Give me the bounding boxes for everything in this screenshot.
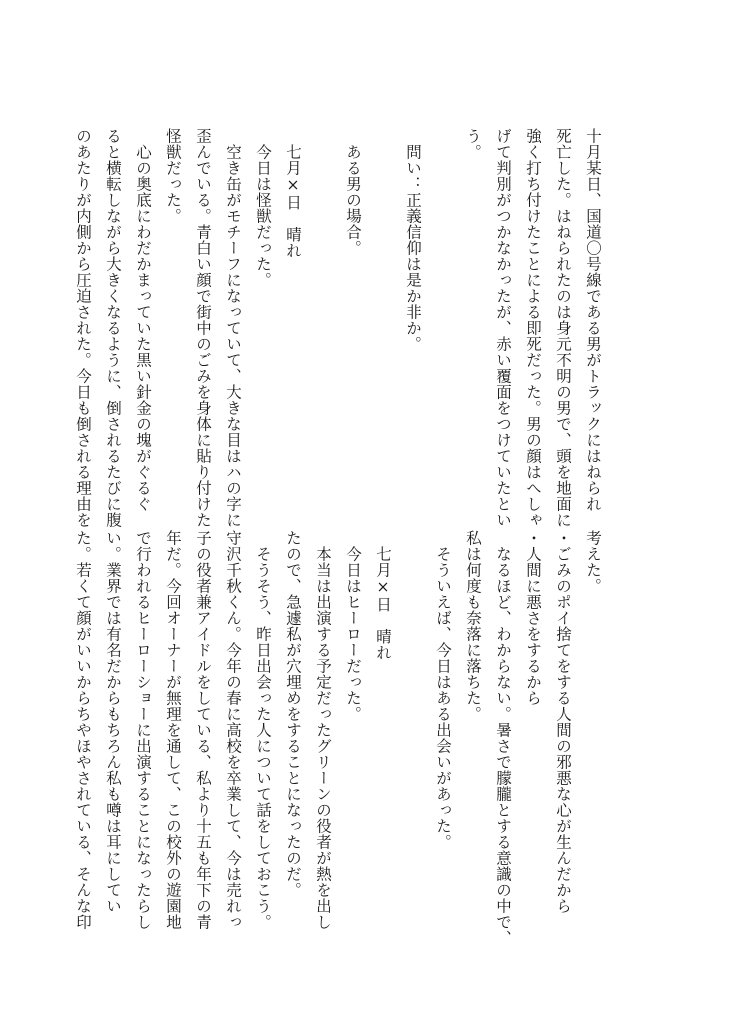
text-column: 考えた。 bbox=[584, 530, 602, 594]
upper-text-block bbox=[68, 128, 608, 528]
diary-date: 七月×日 晴れ bbox=[374, 530, 392, 661]
diary-date: 七月×日 晴れ bbox=[284, 128, 302, 259]
lower-text-block bbox=[68, 530, 608, 946]
text-column: い。業界では有名だからもちろん私も噂は耳にしてい bbox=[104, 530, 122, 914]
text-column: げて判別がつかなかったが、赤い覆面をつけていたとい bbox=[494, 128, 512, 528]
text-column: 年だ。今回オーナーが無理を通して、この校外の遊園地 bbox=[164, 530, 182, 930]
section-heading: ある男の場合。 bbox=[344, 128, 362, 256]
text-column: 子の役者兼アイドルをしている、私より十五も年下の青 bbox=[194, 530, 212, 930]
text-column: 死亡した。はねられたのは身元不明の男で、頭を地面に bbox=[554, 128, 572, 528]
question-line: 問い：正義信仰は是か非か。 bbox=[404, 128, 422, 352]
text-column: 心の奥底にわだかまっていた黒い針金の塊がぐるぐ bbox=[134, 128, 152, 512]
text-column: 空き缶がモチーフになっていて、大きな目はハの字に bbox=[224, 128, 242, 528]
text-column: 今日は怪獣だった。 bbox=[254, 128, 272, 288]
text-column: そうそう、昨日出会った人について話をしておこう。 bbox=[254, 530, 272, 930]
text-column: う。 bbox=[464, 128, 482, 160]
text-column: そういえば、今日はある出会いがあった。 bbox=[434, 530, 452, 850]
text-column: で行われるヒーローショーに出演することになったらし bbox=[134, 530, 152, 930]
text-column: 私は何度も奈落に落ちた。 bbox=[464, 530, 482, 722]
blank-column bbox=[308, 128, 338, 508]
blank-column bbox=[398, 530, 428, 920]
text-column: 怪獣だった。 bbox=[164, 128, 182, 224]
text-column: 強く打ち付けたことによる即死だった。男の顔はへしゃ bbox=[524, 128, 542, 528]
text-column: 歪んでいる。青白い顔で街中のごみを身体に貼り付けた bbox=[194, 128, 212, 528]
text-column: ると横転しながら大きくなるように、倒されるたびに腹 bbox=[104, 128, 122, 528]
text-column: 守沢千秋くん。今年の春に高校を卒業して、今は売れっ bbox=[224, 530, 242, 930]
text-column: 十月某日、国道〇号線である男がトラックにはねられ bbox=[584, 128, 602, 512]
text-column: た。若くて顔がいいからちやほやされている、そんな印 bbox=[74, 530, 92, 930]
text-column: 今日はヒーローだった。 bbox=[344, 530, 362, 722]
text-column: のあたりが内側から圧迫された。今日も倒される理由を bbox=[74, 128, 92, 528]
bullet-item: ・人間に悪さをするから bbox=[524, 530, 542, 706]
blank-column bbox=[428, 128, 458, 508]
text-column: なるほど、わからない。暑さで朦朧とする意識の中で、 bbox=[494, 530, 512, 946]
text-column: たので、急遽私が穴埋めをすることになったのだ。 bbox=[284, 530, 302, 898]
bullet-item: ・ごみのポイ捨てをする人間の邪悪な心が生んだから bbox=[554, 530, 572, 914]
blank-column bbox=[368, 128, 398, 508]
text-column: 本当は出演する予定だったグリーンの役者が熱を出し bbox=[314, 530, 332, 930]
